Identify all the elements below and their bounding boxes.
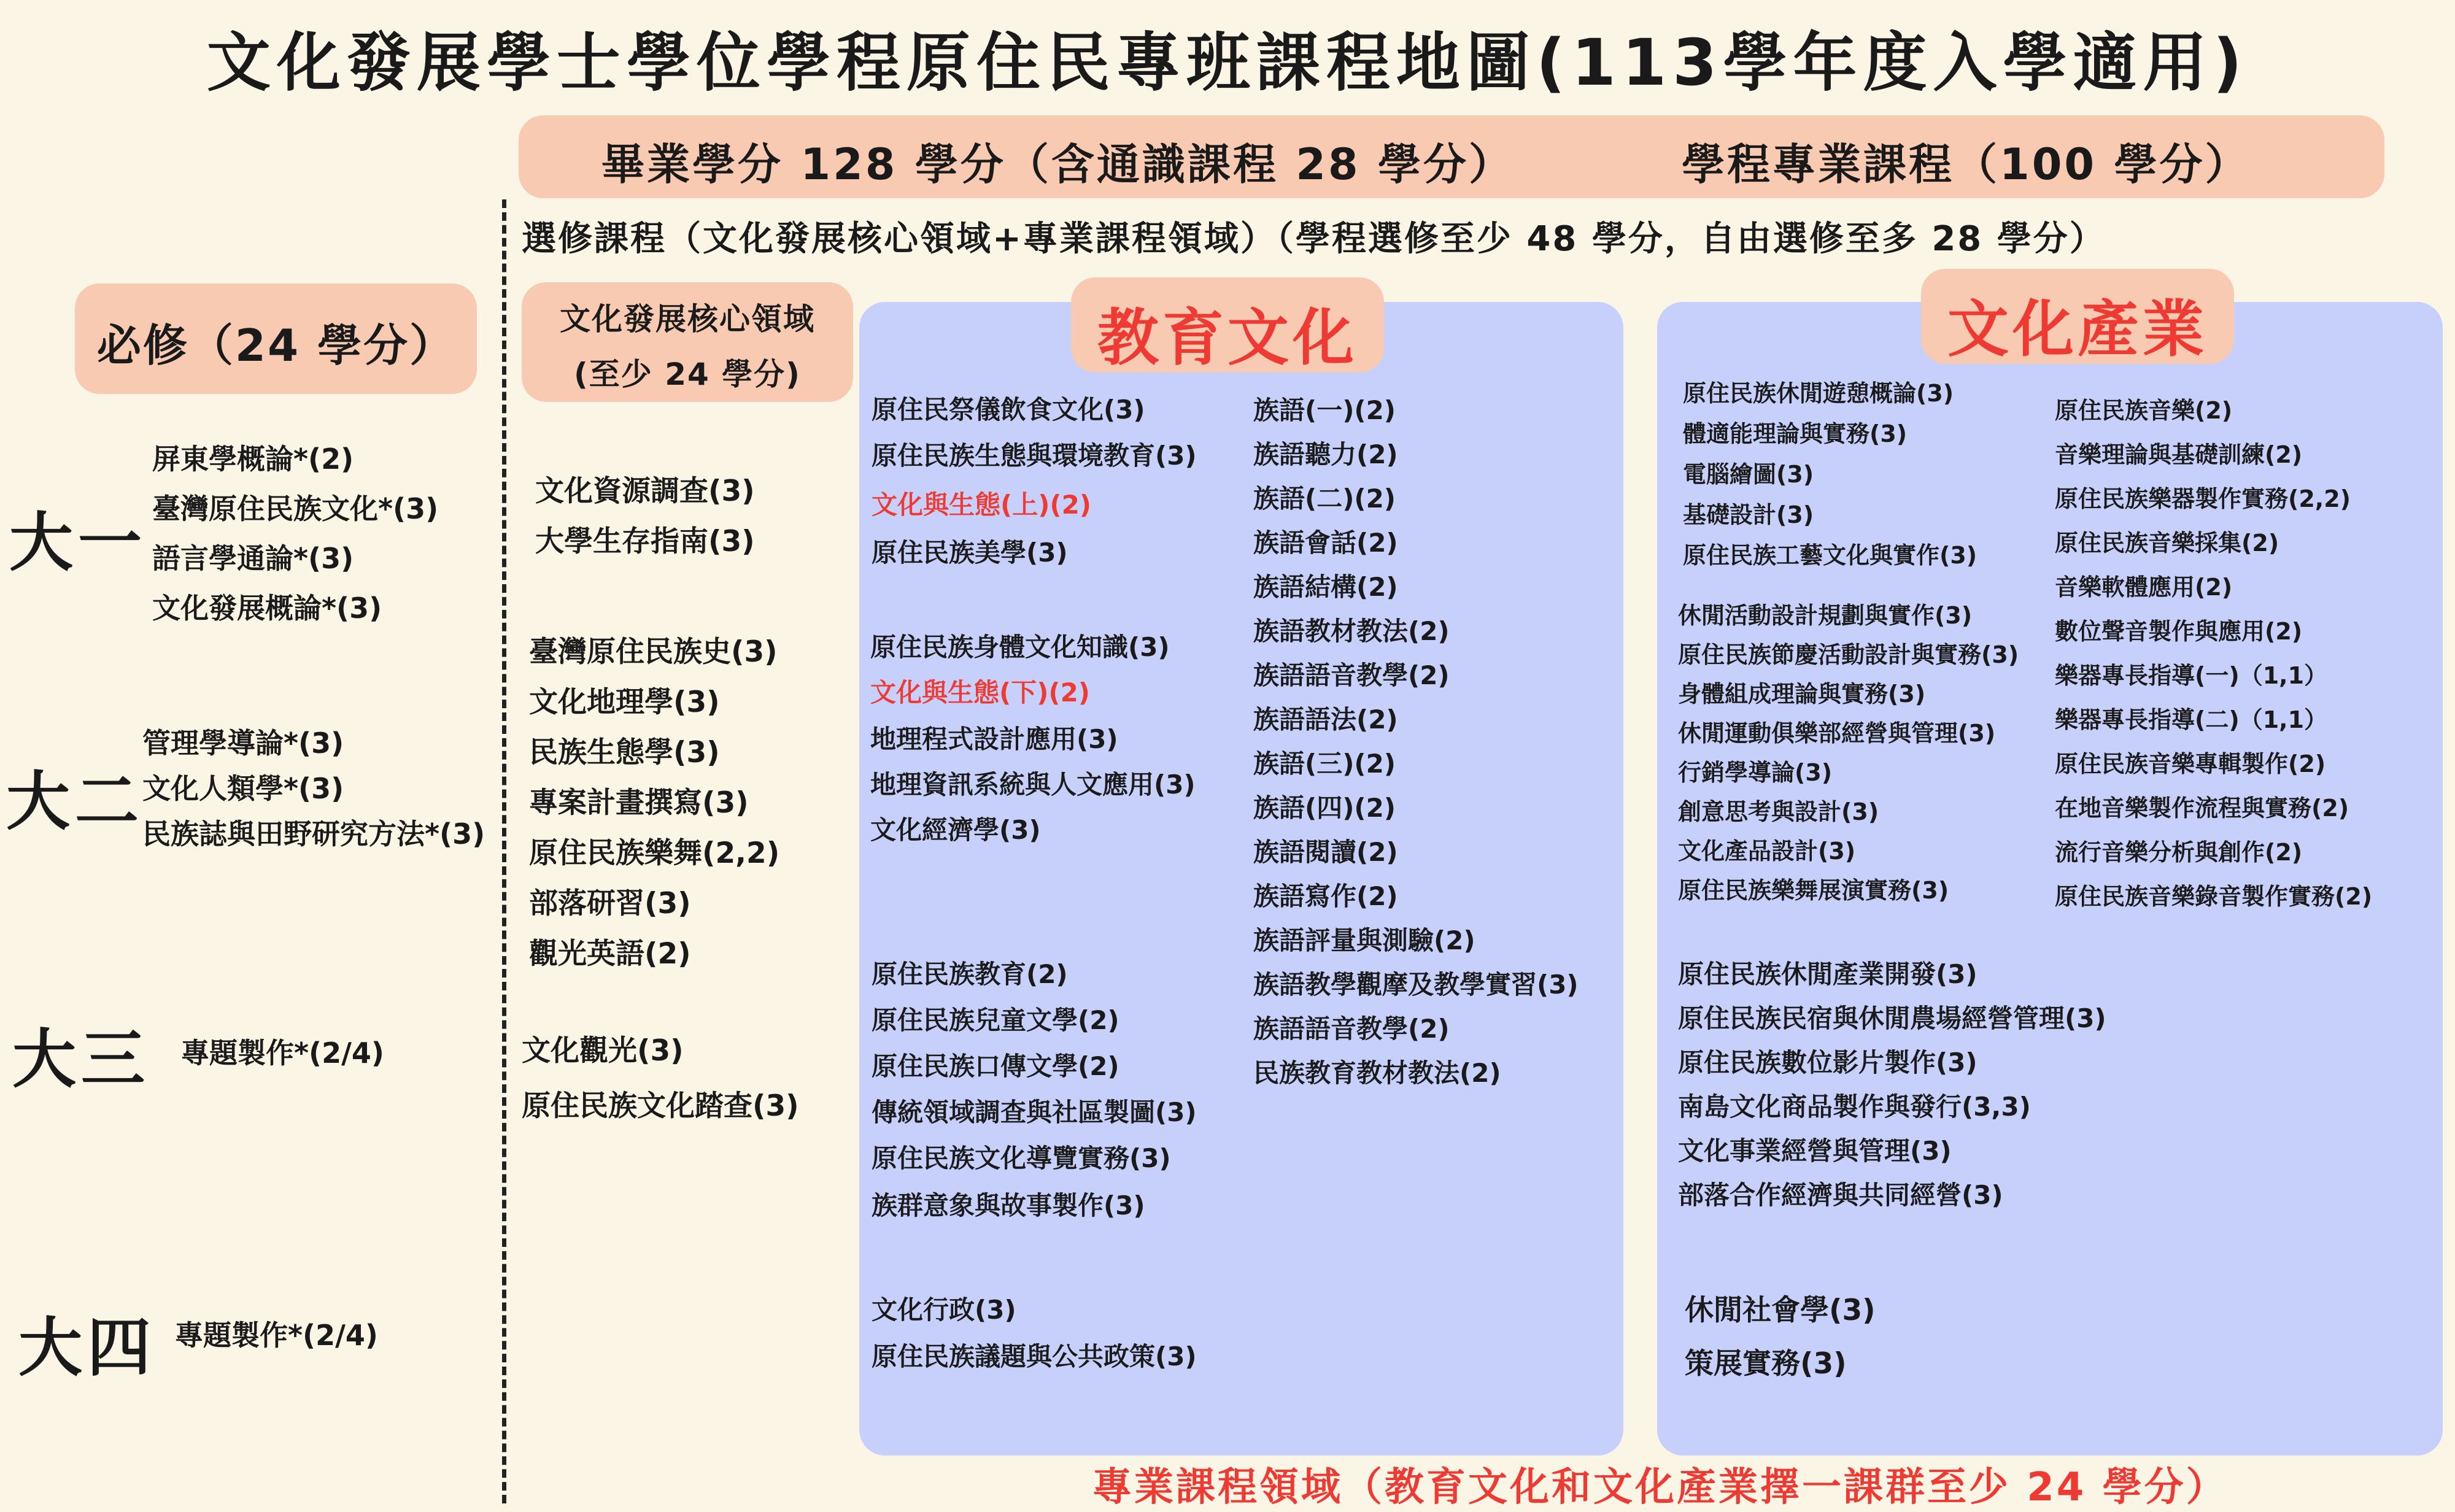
language-course: 族語閱讀(2) [1253, 837, 1398, 867]
education-course: 文化經濟學(3) [870, 815, 1041, 845]
graduation-credits: 畢業學分 128 學分（含通識課程 28 學分） [601, 139, 1515, 190]
core-course: 原住民族文化踏查(3) [522, 1089, 799, 1123]
industry-course: 策展實務(3) [1685, 1347, 1847, 1381]
core-course: 原住民族樂舞(2,2) [529, 836, 780, 870]
core-course: 民族生態學(3) [529, 736, 720, 770]
industry-course: 原住民族休閒遊憩概論(3) [1683, 380, 1954, 407]
required-course: 專題製作*(2/4) [181, 1036, 384, 1070]
year-3-label: 大三 [12, 1022, 150, 1097]
required-course: 文化發展概論*(3) [152, 592, 382, 625]
language-course: 族語語法(2) [1253, 704, 1398, 735]
industry-course: 原住民族數位影片製作(3) [1678, 1047, 1978, 1078]
industry-course: 體適能理論與實務(3) [1683, 420, 1908, 447]
required-course: 專題製作*(2/4) [175, 1319, 378, 1352]
language-course: 族語寫作(2) [1253, 881, 1398, 911]
language-course: 族語會話(2) [1253, 528, 1398, 558]
elective-note: 選修課程（文化發展核心領域+專業課程領域）（學程選修至少 48 學分，自由選修至多 28 學分） [522, 219, 2106, 259]
education-course: 文化行政(3) [872, 1295, 1016, 1325]
dashed-divider [502, 199, 506, 1503]
year-4-label: 大四 [18, 1310, 157, 1385]
education-course: 原住民族口傳文學(2) [872, 1051, 1119, 1081]
industry-course: 電腦繪圖(3) [1683, 461, 1814, 488]
core-course: 文化資源調查(3) [535, 474, 755, 508]
education-course-highlight: 文化與生態(下)(2) [870, 677, 1091, 708]
required-label: 必修（24 學分） [96, 320, 456, 371]
language-course: 族語(四)(2) [1253, 793, 1396, 823]
core-course: 臺灣原住民族史(3) [529, 635, 778, 669]
core-course: 文化觀光(3) [522, 1034, 684, 1068]
music-course: 樂器專長指導(一)（1,1） [2055, 662, 2328, 689]
education-course: 原住民族兒童文學(2) [872, 1005, 1119, 1035]
education-heading: 教育文化 [1097, 302, 1358, 374]
required-course: 民族誌與田野研究方法*(3) [142, 817, 485, 850]
core-title-line1: 文化發展核心領域 [560, 301, 815, 337]
education-panel [859, 302, 1623, 1456]
music-course: 樂器專長指導(二)（1,1） [2055, 706, 2328, 733]
language-course: 民族教育教材教法(2) [1253, 1058, 1501, 1088]
industry-course: 原住民族節慶活動設計與實務(3) [1678, 641, 2019, 668]
industry-course: 身體組成理論與實務(3) [1678, 681, 1926, 708]
language-course: 族語(二)(2) [1253, 484, 1396, 514]
music-course: 流行音樂分析與創作(2) [2055, 839, 2303, 866]
music-course: 音樂理論與基礎訓練(2) [2055, 441, 2303, 468]
education-course-highlight: 文化與生態(上)(2) [872, 490, 1092, 520]
industry-heading: 文化產業 [1947, 293, 2208, 365]
education-course: 族群意象與故事製作(3) [872, 1190, 1145, 1221]
education-course: 傳統領域調查與社區製圖(3) [872, 1097, 1197, 1127]
industry-course: 文化事業經營與管理(3) [1678, 1136, 1952, 1166]
industry-course: 原住民族民宿與休閒農場經營管理(3) [1678, 1003, 2106, 1033]
language-course: 族語(一)(2) [1253, 395, 1396, 425]
education-course: 原住民族教育(2) [872, 959, 1068, 989]
industry-course: 部落合作經濟與共同經營(3) [1678, 1180, 2003, 1210]
language-course: 族語結構(2) [1253, 572, 1398, 602]
industry-course: 休閒活動設計規劃與實作(3) [1678, 602, 1973, 629]
required-course: 管理學導論*(3) [142, 727, 344, 760]
industry-course: 文化產品設計(3) [1678, 838, 1856, 865]
language-course: 族語聽力(2) [1253, 439, 1398, 469]
industry-course: 原住民族休閒產業開發(3) [1678, 959, 1978, 989]
language-course: 族語語音教學(2) [1253, 660, 1450, 690]
industry-course: 創意思考與設計(3) [1678, 798, 1879, 825]
industry-course: 原住民族工藝文化與實作(3) [1683, 542, 1978, 569]
core-domain-title [522, 291, 853, 402]
language-course: 族語評量與測驗(2) [1253, 925, 1475, 955]
page-title: 文化發展學士學位學程原住民專班課程地圖(113學年度入學適用) [206, 25, 2249, 100]
required-course: 臺灣原住民族文化*(3) [152, 492, 439, 525]
education-course: 原住民祭儀飲食文化(3) [872, 395, 1145, 425]
music-course: 在地音樂製作流程與實務(2) [2055, 795, 2349, 822]
education-course: 原住民族議題與公共政策(3) [872, 1341, 1197, 1371]
music-course: 原住民族音樂採集(2) [2055, 530, 2279, 557]
language-course: 族語(三)(2) [1253, 749, 1396, 779]
required-course: 文化人類學*(3) [142, 772, 344, 805]
professional-domain-note: 專業課程領域（教育文化和文化產業擇一課群至少 24 學分） [1092, 1465, 2228, 1510]
core-course: 專案計畫撰寫(3) [529, 786, 749, 820]
music-course: 原住民族音樂(2) [2055, 397, 2233, 424]
year-1-label: 大一 [9, 505, 147, 580]
music-course: 原住民族音樂錄音製作實務(2) [2055, 883, 2373, 910]
industry-course: 南島文化商品製作與發行(3,3) [1678, 1092, 2031, 1122]
industry-course: 基礎設計(3) [1683, 501, 1814, 528]
language-course: 族語教學觀摩及教學實習(3) [1253, 970, 1579, 1000]
industry-course: 行銷學導論(3) [1678, 759, 1833, 786]
core-course: 觀光英語(2) [529, 937, 691, 971]
year-2-label: 大二 [6, 764, 144, 839]
education-course: 原住民族生態與環境教育(3) [872, 441, 1197, 471]
industry-course: 原住民族樂舞展演實務(3) [1678, 877, 1949, 904]
industry-course: 休閒運動俱樂部經營與管理(3) [1678, 720, 1996, 747]
education-course: 原住民族文化導覽實務(3) [872, 1143, 1171, 1173]
music-course: 原住民族樂器製作實務(2,2) [2055, 485, 2351, 512]
education-course: 原住民族身體文化知識(3) [870, 632, 1170, 662]
program-credits: 學程專業課程（100 學分） [1682, 139, 2251, 190]
music-course: 原住民族音樂專輯製作(2) [2055, 750, 2326, 777]
required-course: 語言學通論*(3) [152, 542, 354, 575]
education-course: 地理資訊系統與人文應用(3) [870, 770, 1196, 800]
core-course: 文化地理學(3) [529, 685, 720, 719]
language-course: 族語教材教法(2) [1253, 616, 1450, 646]
education-course: 地理程式設計應用(3) [870, 724, 1118, 754]
music-course: 數位聲音製作與應用(2) [2055, 618, 2303, 645]
core-course: 部落研習(3) [529, 887, 691, 920]
required-course: 屏東學概論*(2) [152, 442, 354, 476]
core-course: 大學生存指南(3) [535, 525, 755, 558]
industry-course: 休閒社會學(3) [1685, 1294, 1876, 1327]
language-course: 族語語音教學(2) [1253, 1014, 1450, 1044]
core-title-line2: (至少 24 學分) [573, 357, 802, 392]
music-course: 音樂軟體應用(2) [2055, 574, 2233, 601]
education-course: 原住民族美學(3) [872, 538, 1068, 568]
